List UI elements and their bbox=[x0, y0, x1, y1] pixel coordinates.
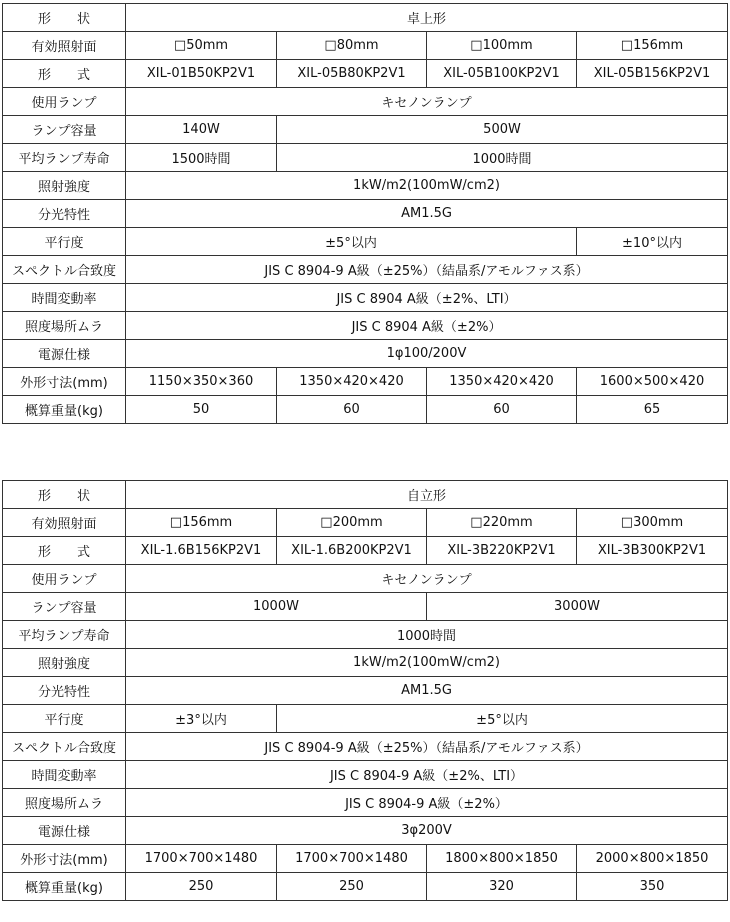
table-row bbox=[3, 200, 728, 228]
table-cell: 65 bbox=[577, 396, 728, 424]
table-cell: 1700×700×1480 bbox=[277, 845, 427, 873]
row-label: 使用ランプ bbox=[3, 565, 126, 593]
table-row bbox=[3, 509, 728, 537]
table-cell: XIL-1.6B156KP2V1 bbox=[126, 537, 277, 565]
row-label: スペクトル合致度 bbox=[3, 256, 126, 284]
spec-table-body bbox=[3, 481, 728, 901]
table-row bbox=[3, 116, 728, 144]
table-cell: 140W bbox=[126, 116, 277, 144]
table-row bbox=[3, 340, 728, 368]
table-row bbox=[3, 677, 728, 705]
row-label: 時間変動率 bbox=[3, 761, 126, 789]
row-label: ランプ容量 bbox=[3, 116, 126, 144]
table-cell: 350 bbox=[577, 873, 728, 901]
table-cell: 60 bbox=[277, 396, 427, 424]
table-cell: 1350×420×420 bbox=[277, 368, 427, 396]
table-row bbox=[3, 88, 728, 116]
table-cell: JIS C 8904-9 A級（±2%、LTI） bbox=[126, 761, 728, 789]
table-row bbox=[3, 537, 728, 565]
table-cell: JIS C 8904-9 A級（±2%） bbox=[126, 789, 728, 817]
table-cell: 1000時間 bbox=[126, 621, 728, 649]
row-label: 電源仕様 bbox=[3, 817, 126, 845]
table-cell: ±5°以内 bbox=[126, 228, 577, 256]
table-row bbox=[3, 705, 728, 733]
table-cell: 自立形 bbox=[126, 481, 728, 509]
table-row bbox=[3, 817, 728, 845]
row-label: 照射強度 bbox=[3, 649, 126, 677]
table-cell: XIL-1.6B200KP2V1 bbox=[277, 537, 427, 565]
table-cell: 卓上形 bbox=[126, 4, 728, 32]
table-cell: 500W bbox=[277, 116, 728, 144]
table-cell: 1600×500×420 bbox=[577, 368, 728, 396]
spec-table-body bbox=[3, 4, 728, 424]
row-label: 形 状 bbox=[3, 481, 126, 509]
table-cell: XIL-05B156KP2V1 bbox=[577, 60, 728, 88]
table-cell: キセノンランプ bbox=[126, 565, 728, 593]
row-label: 有効照射面 bbox=[3, 32, 126, 60]
table-cell: □200mm bbox=[277, 509, 427, 537]
table-cell: □300mm bbox=[577, 509, 728, 537]
table-cell: 1150×350×360 bbox=[126, 368, 277, 396]
table-row bbox=[3, 172, 728, 200]
spec-table-tabletop bbox=[2, 3, 728, 424]
row-label: 分光特性 bbox=[3, 200, 126, 228]
table-cell: □156mm bbox=[577, 32, 728, 60]
table-row bbox=[3, 789, 728, 817]
table-row bbox=[3, 845, 728, 873]
table-cell: □156mm bbox=[126, 509, 277, 537]
table-cell: 1000時間 bbox=[277, 144, 728, 172]
row-label: 使用ランプ bbox=[3, 88, 126, 116]
row-label: 照度場所ムラ bbox=[3, 312, 126, 340]
table-cell: 1kW/m2(100mW/cm2) bbox=[126, 649, 728, 677]
table-cell: 1500時間 bbox=[126, 144, 277, 172]
row-label: 外形寸法(mm) bbox=[3, 845, 126, 873]
row-label: 概算重量(kg) bbox=[3, 873, 126, 901]
table-cell: 1700×700×1480 bbox=[126, 845, 277, 873]
row-label: 形 状 bbox=[3, 4, 126, 32]
table-cell: 60 bbox=[427, 396, 577, 424]
table-cell: 3000W bbox=[427, 593, 728, 621]
table-row bbox=[3, 60, 728, 88]
table-row bbox=[3, 284, 728, 312]
table-cell: □220mm bbox=[427, 509, 577, 537]
table-cell: 1800×800×1850 bbox=[427, 845, 577, 873]
row-label: 形 式 bbox=[3, 60, 126, 88]
table-cell: 250 bbox=[126, 873, 277, 901]
row-label: スペクトル合致度 bbox=[3, 733, 126, 761]
table-cell: 1350×420×420 bbox=[427, 368, 577, 396]
table-row bbox=[3, 621, 728, 649]
table-row bbox=[3, 593, 728, 621]
row-label: 時間変動率 bbox=[3, 284, 126, 312]
row-label: 分光特性 bbox=[3, 677, 126, 705]
table-cell: 1000W bbox=[126, 593, 427, 621]
table-row bbox=[3, 761, 728, 789]
table-cell: □100mm bbox=[427, 32, 577, 60]
table-row bbox=[3, 873, 728, 901]
table-cell: JIS C 8904 A級（±2%、LTI） bbox=[126, 284, 728, 312]
table-row bbox=[3, 32, 728, 60]
table-row bbox=[3, 565, 728, 593]
table-row bbox=[3, 4, 728, 32]
row-label: ランプ容量 bbox=[3, 593, 126, 621]
row-label: 平均ランプ寿命 bbox=[3, 144, 126, 172]
table-cell: □50mm bbox=[126, 32, 277, 60]
table-cell: 50 bbox=[126, 396, 277, 424]
table-cell: 1φ100/200V bbox=[126, 340, 728, 368]
table-row bbox=[3, 144, 728, 172]
table-cell: XIL-05B100KP2V1 bbox=[427, 60, 577, 88]
row-label: 形 式 bbox=[3, 537, 126, 565]
table-cell: AM1.5G bbox=[126, 677, 728, 705]
table-cell: JIS C 8904-9 A級（±25%）（結晶系/アモルファス系） bbox=[126, 256, 728, 284]
row-label: 平均ランプ寿命 bbox=[3, 621, 126, 649]
table-cell: 320 bbox=[427, 873, 577, 901]
table-cell: キセノンランプ bbox=[126, 88, 728, 116]
table-cell: ±3°以内 bbox=[126, 705, 277, 733]
table-row bbox=[3, 396, 728, 424]
table-cell: 250 bbox=[277, 873, 427, 901]
table-cell: 2000×800×1850 bbox=[577, 845, 728, 873]
row-label: 有効照射面 bbox=[3, 509, 126, 537]
table-cell: ±10°以内 bbox=[577, 228, 728, 256]
spec-table-standalone bbox=[2, 480, 728, 901]
table-row bbox=[3, 256, 728, 284]
table-row bbox=[3, 733, 728, 761]
table-row bbox=[3, 312, 728, 340]
table-row bbox=[3, 228, 728, 256]
table-cell: XIL-3B300KP2V1 bbox=[577, 537, 728, 565]
table-row bbox=[3, 368, 728, 396]
row-label: 平行度 bbox=[3, 705, 126, 733]
table-cell: ±5°以内 bbox=[277, 705, 728, 733]
table-row bbox=[3, 649, 728, 677]
table-cell: 1kW/m2(100mW/cm2) bbox=[126, 172, 728, 200]
row-label: 照射強度 bbox=[3, 172, 126, 200]
row-label: 照度場所ムラ bbox=[3, 789, 126, 817]
row-label: 概算重量(kg) bbox=[3, 396, 126, 424]
table-cell: 3φ200V bbox=[126, 817, 728, 845]
table-cell: XIL-01B50KP2V1 bbox=[126, 60, 277, 88]
row-label: 平行度 bbox=[3, 228, 126, 256]
table-cell: XIL-05B80KP2V1 bbox=[277, 60, 427, 88]
table-cell: □80mm bbox=[277, 32, 427, 60]
row-label: 電源仕様 bbox=[3, 340, 126, 368]
table-cell: JIS C 8904 A級（±2%） bbox=[126, 312, 728, 340]
table-cell: XIL-3B220KP2V1 bbox=[427, 537, 577, 565]
row-label: 外形寸法(mm) bbox=[3, 368, 126, 396]
table-cell: AM1.5G bbox=[126, 200, 728, 228]
table-row bbox=[3, 481, 728, 509]
table-cell: JIS C 8904-9 A級（±25%）（結晶系/アモルファス系） bbox=[126, 733, 728, 761]
